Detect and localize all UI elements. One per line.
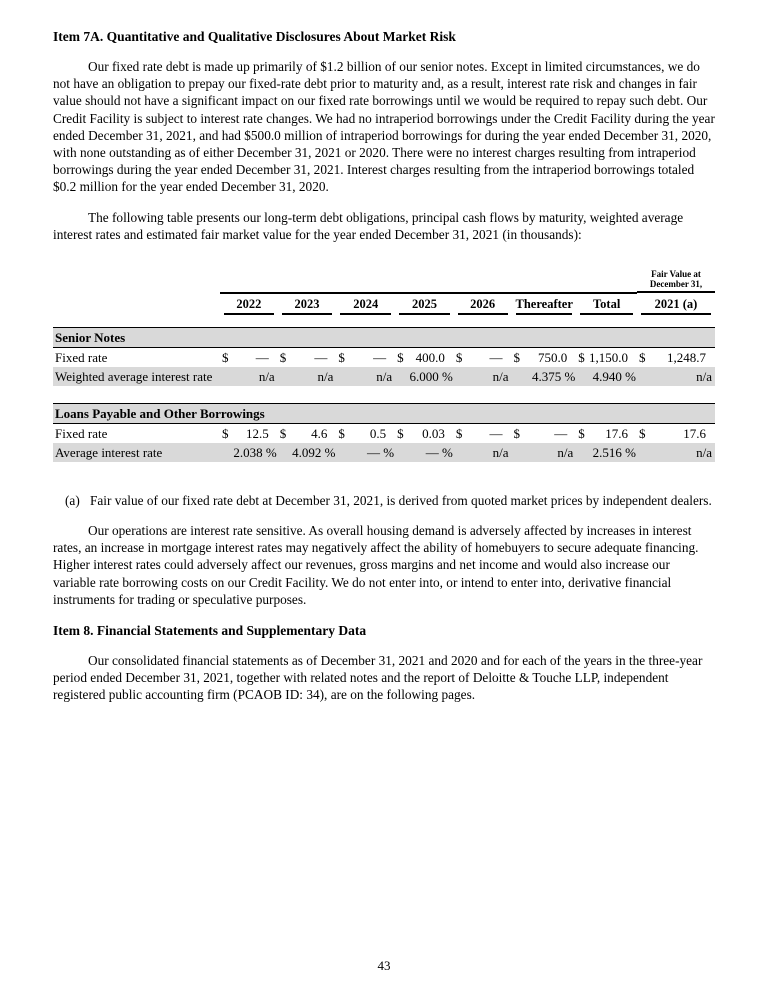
money-cell — [220, 426, 278, 441]
amount-value: — — [489, 350, 503, 366]
dollar-sign: $ — [513, 350, 520, 366]
table-cell — [220, 367, 278, 386]
table-cell — [512, 367, 577, 386]
percent-value: 2.516 % — [592, 445, 636, 461]
year-column-header — [278, 293, 337, 315]
dollar-sign: $ — [222, 426, 229, 442]
table-cell — [637, 348, 715, 368]
footnote-a — [65, 492, 715, 509]
money-cell — [454, 426, 512, 441]
table-cell — [336, 443, 395, 462]
table-cell — [454, 367, 512, 386]
percent-value: — % — [425, 445, 453, 461]
table-cell — [637, 443, 715, 462]
year-column-header — [637, 293, 715, 315]
dollar-sign: $ — [397, 350, 404, 366]
table-cell — [395, 424, 454, 444]
year-column-header-text: 2024 — [340, 297, 391, 315]
percent-value: 2.038 % — [233, 445, 277, 461]
money-cell — [395, 426, 454, 441]
fair-value-column-header-text — [637, 270, 715, 293]
table-cell — [278, 424, 337, 444]
footnote-text: Fair value of our fixed rate debt at December 31, 2021, is derived from quoted market prices by independent dealers. — [90, 493, 712, 509]
money-cell — [336, 426, 395, 441]
item7a-heading: Item 7A. Quantitative and Qualitative Disclosures About Market Risk — [53, 29, 456, 44]
header-spacer-cell — [53, 270, 220, 293]
table-cell — [278, 348, 337, 368]
table-section-header-row — [53, 404, 715, 424]
year-column-header — [454, 293, 512, 315]
table-header-top-row — [53, 270, 715, 293]
money-cell — [637, 350, 715, 365]
item7a-paragraph-2: The following table presents our long-term debt obligations, principal cash flows by maturity, weighted average interest rates and estimated fair market value for the year ended December 31, 2021 (in thousands): — [53, 209, 684, 242]
dollar-sign: $ — [397, 426, 404, 442]
table-row — [53, 424, 715, 444]
table-cell — [576, 348, 637, 368]
table-cell — [512, 424, 577, 444]
amount-value: 750.0 — [538, 350, 568, 366]
table-cell — [278, 443, 337, 462]
item8-heading: Item 8. Financial Statements and Supplementary Data — [53, 623, 367, 639]
table-section-header-row — [53, 328, 715, 348]
table-spacer-row — [53, 386, 715, 404]
na-value: n/a — [492, 445, 509, 461]
na-value: n/a — [557, 445, 574, 461]
debt-maturity-table — [53, 270, 715, 462]
fair-value-column-header — [637, 270, 715, 293]
percent-value: 4.940 % — [592, 369, 636, 385]
section-header: Loans Payable and Other Borrowings — [53, 404, 715, 424]
table-cell — [512, 443, 577, 462]
amount-value: 1,150.0 — [589, 350, 628, 366]
money-cell — [512, 426, 577, 441]
item8-paragraph: Our consolidated financial statements as of December 31, 2021 and 2020 and for each of the years in the three-year period ended December 31, 2021, together with related notes and the report of Deloitte & Touche LLP, independent registered public accounting firm (PCAOB ID: 34), are on the following pages. — [53, 653, 703, 703]
dollar-sign: $ — [578, 350, 585, 366]
money-cell — [278, 426, 337, 441]
dollar-sign: $ — [578, 426, 585, 442]
year-column-header — [395, 293, 454, 315]
na-value: n/a — [492, 369, 509, 385]
year-column-header-text: 2022 — [224, 297, 274, 315]
header-rule-cell — [220, 270, 637, 293]
fair-value-header-line: Fair Value at — [651, 270, 701, 280]
money-cell — [637, 426, 715, 441]
dollar-sign: $ — [455, 426, 463, 442]
footnote-marker: (a) — [65, 493, 80, 509]
table-cell — [220, 348, 278, 368]
amount-value: 17.6 — [605, 426, 628, 442]
debt-maturity-table-body — [53, 270, 715, 462]
interest-rate-paragraph: Our operations are interest rate sensitive. As overall housing demand is adversely affected by increases in interest rates, an increase in mortgage interest rates may negatively affect the ability of homebuyers to secure adequate financing. Higher interest rates could adversely affect our revenues, gross margins and net income and would also increase our variable rate borrowing costs on our Credit Facility. We do not enter into, or intend to enter into, derivative financial instruments for trading or speculative purposes. — [53, 523, 699, 607]
table-cell — [576, 424, 637, 444]
spacer-cell — [53, 386, 715, 404]
item7a-paragraph-1: Our fixed rate debt is made up primarily of $1.2 billion of our senior notes. Except in limited circumstances, we do not have an obligation to prepay our fixed-rate debt prior to maturity and, as a result, interest rate risk and changes in fair value should not have a significant impact on our fixed rate borrowings until we would be required to repay such debt. Our Credit Facility is subject to interest rate changes. We had no intraperiod borrowings under the Credit Facility during the year ended December 31, 2021, and had $500.0 million of intraperiod borrowings for during the year ended December 31, 2020, with none outstanding as of either December 31, 2021 or 2020. There were no interest charges resulting from intraperiod borrowings during the year ended December 31, 2021. Interest charges resulting from the intraperiod borrowings totaled $0.2 million for the year ended December 31, 2020. — [53, 59, 715, 195]
table-cell — [278, 367, 337, 386]
year-column-header-text: Total — [580, 297, 633, 315]
na-value: n/a — [696, 369, 712, 385]
amount-value: 0.5 — [369, 426, 387, 442]
amount-value: 0.03 — [422, 426, 445, 442]
money-cell — [220, 350, 278, 365]
amount-value: — — [554, 426, 568, 442]
table-cell — [336, 424, 395, 444]
year-column-header-text: 2025 — [399, 297, 450, 315]
money-cell — [512, 350, 577, 365]
table-cell — [512, 348, 577, 368]
money-cell — [336, 350, 395, 365]
table-cell — [336, 348, 395, 368]
amount-value: 17.6 — [683, 426, 706, 442]
table-cell — [454, 424, 512, 444]
year-column-header-text: 2023 — [282, 297, 333, 315]
amount-value: — — [489, 426, 503, 442]
table-row — [53, 443, 715, 462]
amount-value: 12.5 — [245, 426, 269, 442]
na-value: n/a — [317, 369, 334, 385]
money-cell — [395, 350, 454, 365]
percent-value: 6.000 % — [409, 369, 453, 385]
table-cell — [637, 424, 715, 444]
table-row — [53, 348, 715, 368]
year-column-header — [512, 293, 577, 315]
row-label: Average interest rate — [53, 443, 220, 462]
table-header-years-row — [53, 293, 715, 315]
amount-value: 400.0 — [415, 350, 445, 366]
amount-value: 1,248.7 — [667, 350, 706, 366]
table-cell — [454, 348, 512, 368]
table-cell — [637, 367, 715, 386]
amount-value: — — [314, 350, 328, 366]
dollar-sign: $ — [338, 350, 345, 366]
dollar-sign: $ — [279, 350, 287, 366]
page-number: 43 — [377, 958, 391, 973]
year-column-header-text: 2021 (a) — [641, 297, 711, 315]
table-cell — [395, 348, 454, 368]
money-cell — [278, 350, 337, 365]
dollar-sign: $ — [513, 426, 520, 442]
money-cell — [454, 350, 512, 365]
dollar-sign: $ — [639, 350, 646, 366]
dollar-sign: $ — [338, 426, 345, 442]
table-row — [53, 367, 715, 386]
amount-value: — — [255, 350, 269, 366]
year-column-header — [336, 293, 395, 315]
dollar-sign: $ — [455, 350, 463, 366]
na-value: n/a — [258, 369, 275, 385]
amount-value: — — [373, 350, 387, 366]
fair-value-header-line: December 31, — [649, 278, 703, 289]
table-cell — [395, 367, 454, 386]
table-cell — [336, 367, 395, 386]
spacer-cell — [53, 315, 715, 328]
header-spacer-cell — [53, 293, 220, 315]
amount-value: 4.6 — [311, 426, 328, 442]
table-cell — [220, 424, 278, 444]
year-column-header — [576, 293, 637, 315]
year-column-header-text: Thereafter — [516, 297, 573, 315]
row-label: Fixed rate — [55, 426, 108, 442]
money-cell — [576, 350, 637, 365]
na-value: n/a — [696, 445, 712, 461]
table-cell — [395, 443, 454, 462]
percent-value: — % — [367, 445, 395, 461]
na-value: n/a — [376, 369, 393, 385]
row-label: Fixed rate — [55, 350, 108, 366]
dollar-sign: $ — [639, 426, 646, 442]
table-cell — [576, 367, 637, 386]
table-cell — [454, 443, 512, 462]
dollar-sign: $ — [279, 426, 287, 442]
table-spacer-row — [53, 315, 715, 328]
dollar-sign: $ — [222, 350, 229, 366]
year-column-header — [220, 293, 278, 315]
table-cell — [220, 443, 278, 462]
row-label: Weighted average interest rate — [53, 367, 220, 386]
section-header: Senior Notes — [53, 328, 715, 348]
money-cell — [576, 426, 637, 441]
percent-value: 4.092 % — [292, 445, 336, 461]
table-cell — [576, 443, 637, 462]
percent-value: 4.375 % — [531, 369, 576, 385]
year-column-header-text: 2026 — [458, 297, 508, 315]
